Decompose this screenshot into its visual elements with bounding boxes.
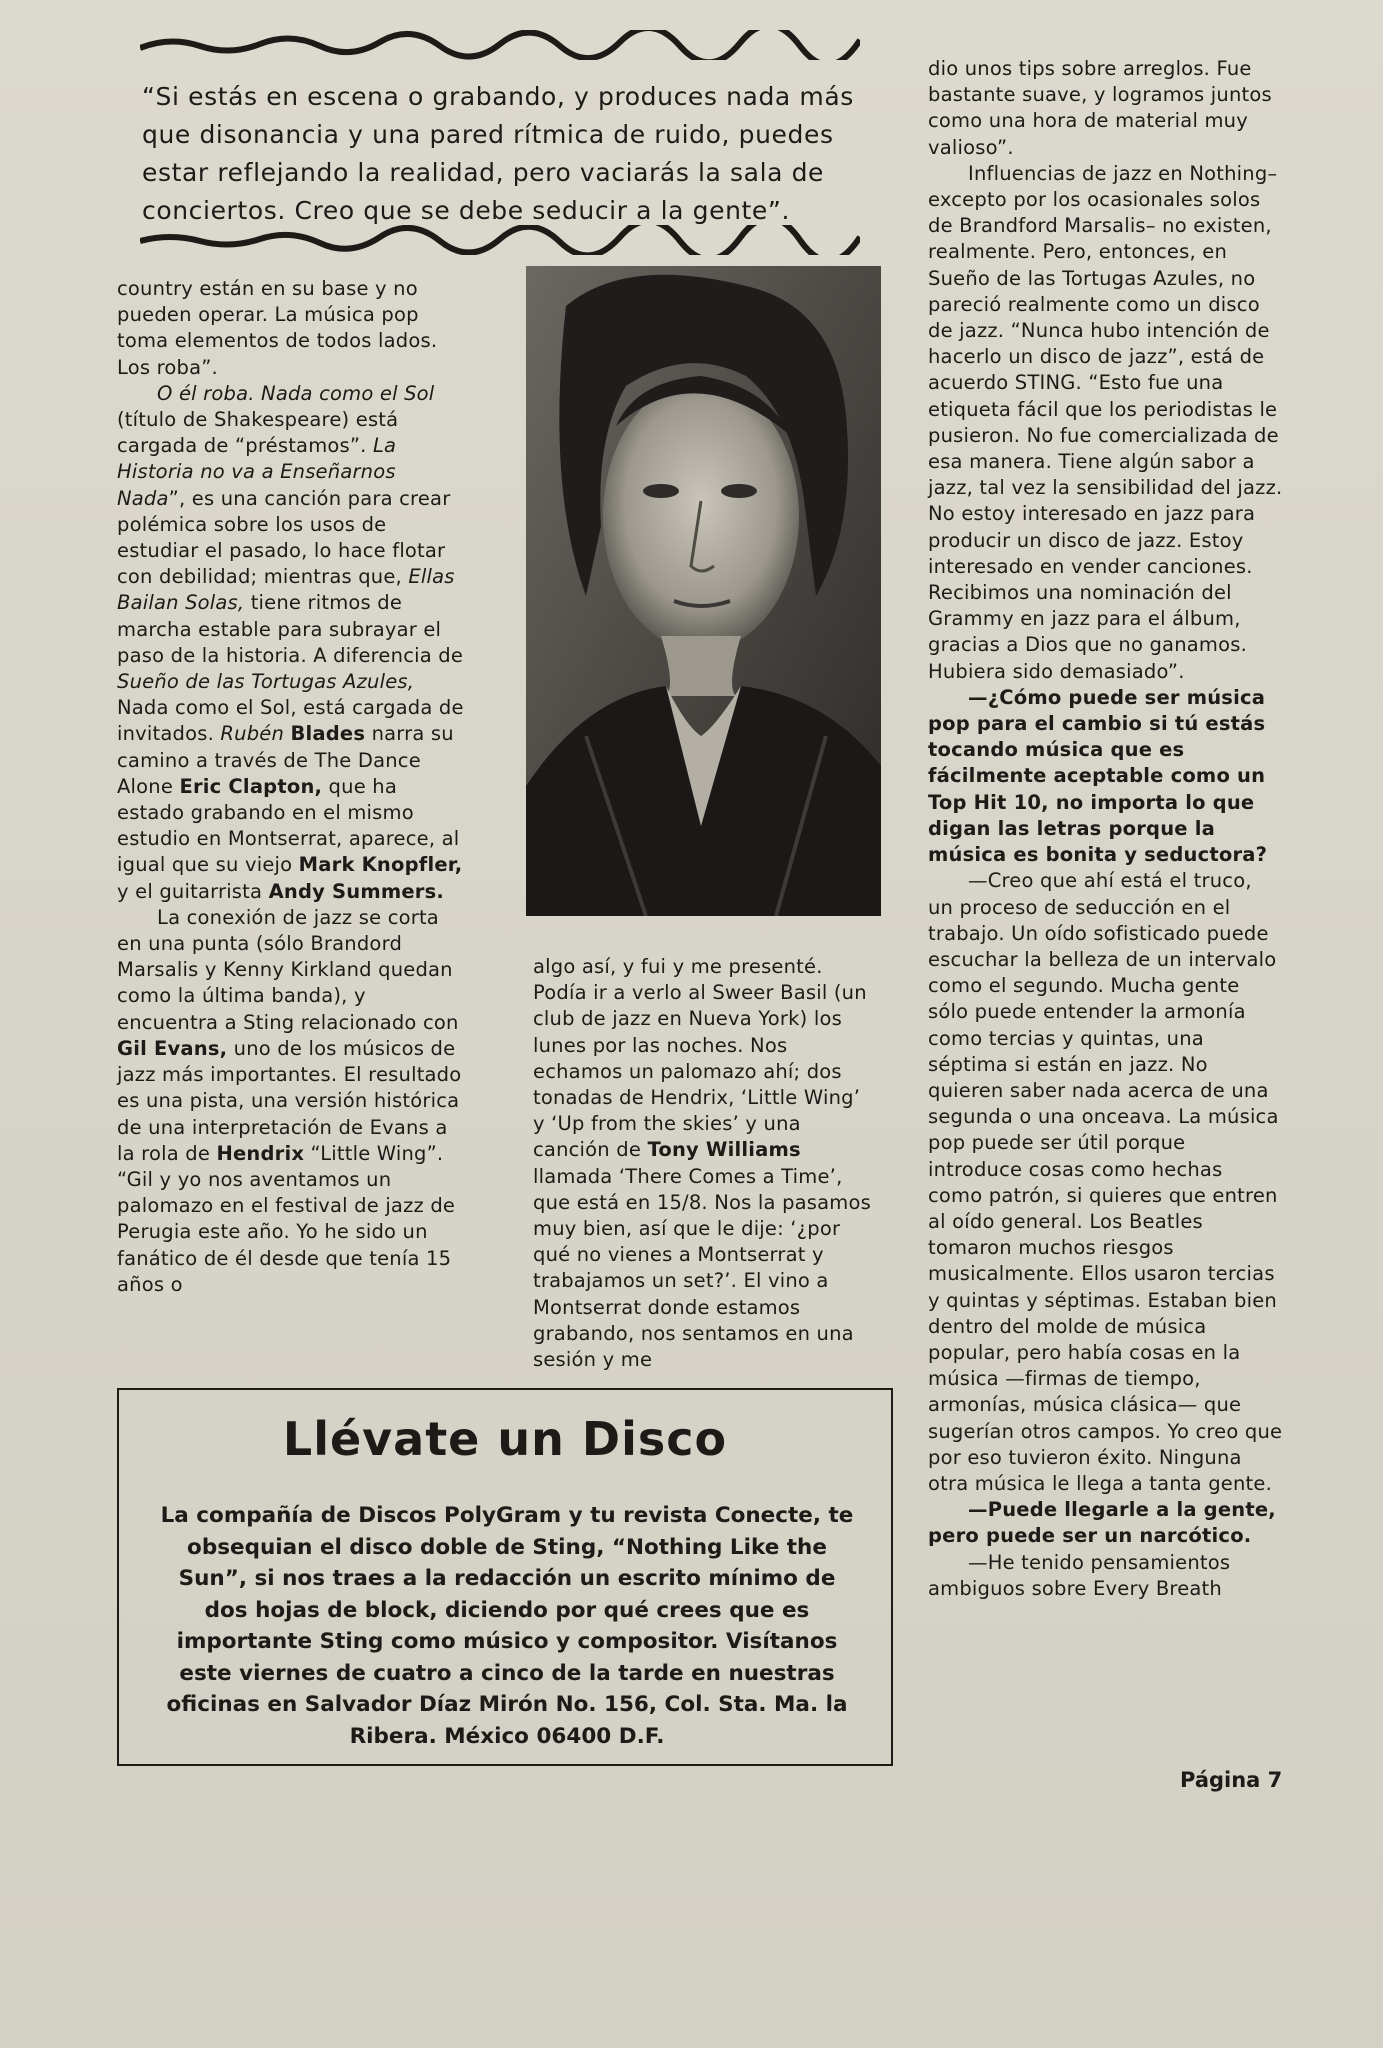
contest-ad-box bbox=[117, 1388, 893, 1766]
interview-question-2: —Puede llegarle a la gente, pero puede ser un narcótico. bbox=[928, 1498, 1276, 1548]
text-run: Hendrix bbox=[216, 1141, 305, 1165]
col2-paragraph-1 bbox=[533, 954, 873, 1373]
text-run: llamada ‘There Comes a Time’, que está en 15/8. Nos la pasamos muy bien, así que le dije: ‘¿por qué no vienes a Montserrat y trabajamos un set?’. El vino a Montserrat donde estamos grabando, nos sentamos en una sesión y me bbox=[533, 1164, 871, 1372]
text-run: tiene ritmos de marcha estable para subrayar el paso de la historia. A diferencia de bbox=[117, 591, 464, 667]
text-run: O él roba. bbox=[157, 381, 262, 405]
col3-paragraph-4: —He tenido pensamientos ambiguos sobre Every Breath bbox=[928, 1550, 1231, 1600]
article-column-1 bbox=[117, 276, 469, 1298]
interview-question-1: —¿Cómo puede ser música pop para el cambio si tú estás tocando música que es fácilmente aceptable como un Top Hit 10, no importa lo que digan las letras porque la música es bonita y seductora? bbox=[928, 685, 1268, 867]
text-run: (título de Shakespeare) está cargada de “préstamos”. bbox=[117, 408, 399, 458]
wavy-rule-bottom bbox=[140, 225, 860, 255]
text-run: La Historia no va a Enseñarnos Nada bbox=[117, 434, 397, 510]
col1-paragraph-3 bbox=[117, 905, 469, 1298]
text-run: Rubén bbox=[220, 722, 285, 746]
text-run: Nada como el Sol, está cargada de invitados. bbox=[117, 696, 464, 746]
text-run: Blades bbox=[290, 722, 366, 746]
text-run: uno de los músicos de jazz más importantes. El resultado es una pista, una versión histórica de una interpretación de Evans a la rola de bbox=[117, 1036, 462, 1165]
article-column-2 bbox=[533, 954, 873, 1373]
text-run: Andy Summers. bbox=[268, 879, 445, 903]
article-column-3 bbox=[928, 56, 1283, 1602]
contest-ad-body: La compañía de Discos PolyGram y tu revista Conecte, te obsequian el disco doble de Sting, “Nothing Like the Sun”, si nos traes a la redacción un escrito mínimo de dos hojas de block, diciendo por qué crees que es importante Sting como músico y compositor. Visítanos este viernes de cuatro a cinco de la tarde en nuestras oficinas en Salvador Díaz Mirón No. 156, Col. Sta. Ma. la Ribera. México 06400 D.F. bbox=[160, 1503, 854, 1749]
text-run: La conexión de jazz se corta en una punta (sólo Brandord Marsalis y Kenny Kirkland quedan como la última banda), y encuentra a Sting relacionado con bbox=[117, 905, 459, 1034]
col3-paragraph-1: dio unos tips sobre arreglos. Fue bastante suave, y logramos juntos como una hora de material muy valioso”. bbox=[928, 57, 1272, 159]
text-run: Ellas Bailan Solas, bbox=[117, 565, 455, 615]
col1-paragraph-2 bbox=[117, 381, 469, 905]
text-run: Eric Clapton, bbox=[179, 774, 323, 798]
sting-portrait-photo bbox=[526, 266, 881, 916]
text-run: narra su camino a través de The Dance Alone bbox=[117, 722, 454, 798]
wavy-rule-top bbox=[140, 30, 860, 60]
text-run: Tony Williams bbox=[647, 1138, 801, 1162]
portrait-photo-icon bbox=[526, 266, 881, 916]
col3-paragraph-2: Influencias de jazz en Nothing– excepto por los ocasionales solos de Brandford Marsalis– no existen, realmente. Pero, entonces, en Sueño de las Tortugas Azules, no pareció realmente como un disco de jazz. “Nunca hubo intención de hacerlo un disco de jazz”, está de acuerdo STING. “Esto fue una etiqueta fácil que los periodistas le pusieron. No fue comercializada de esa manera. Tiene algún sabor a jazz, tal vez la sensibilidad del jazz. No estoy interesado en jazz para producir un disco de jazz. Estoy interesado en vender canciones. Recibimos una nominación del Grammy en jazz para el álbum, gracias a Dios que no ganamos. Hubiera sido demasiado”. bbox=[928, 161, 1283, 683]
page-number: Página 7 bbox=[1180, 1768, 1283, 1792]
text-run: Sueño de las Tortugas Azules, bbox=[117, 670, 415, 694]
text-run: Gil Evans, bbox=[117, 1036, 228, 1060]
text-run: y el guitarrista bbox=[117, 879, 269, 903]
text-run: algo así, y fui y me presenté. Podía ir a verlo al Sweer Basil (un club de jazz en Nueva York) los lunes por las noches. Nos echamos un palomazo ahí; dos tonadas de Hendrix, ‘Little Wing’ y ‘Up from the skies’ y una canción de bbox=[533, 955, 867, 1162]
text-run: “Little Wing”. “Gil y yo nos aventamos un palomazo en el festival de jazz de Perugia este año. Yo he sido un fanático de él desde que tenía 15 años o bbox=[117, 1141, 456, 1296]
contest-ad-title: Llévate un Disco bbox=[282, 1412, 728, 1466]
text-run: Mark Knopfler, bbox=[298, 853, 463, 877]
text-run: Nada como el Sol bbox=[261, 381, 435, 405]
text-run: ”, es una canción para crear polémica sobre los usos de estudiar el pasado, lo hace flotar con debilidad; mientras que, bbox=[117, 486, 451, 589]
col1-paragraph-1: country están en su base y no pueden operar. La música pop toma elementos de todos lados. Los roba”. bbox=[117, 277, 438, 379]
text-run: que ha estado grabando en el mismo estudio en Montserrat, aparece, al igual que su viejo bbox=[117, 774, 460, 877]
col3-paragraph-3: —Creo que ahí está el truco, un proceso de seducción en el trabajo. Un oído sofisticado puede escuchar la belleza de un intervalo como el segundo. Mucha gente sólo puede entender la armonía como tercias y quintas, una séptima si están en jazz. No quieren saber nada acerca de una segunda o una onceava. La música pop puede ser útil porque introduce cosas como hechas como patrón, si quieres que entren al oído general. Los Beatles tomaron muchos riesgos musicalmente. Ellos usaron tercias y quintas y séptimas. Estaban bien dentro del molde de música popular, pero había cosas en la música —firmas de tiempo, armonías, música clásica— que sugerían otros campos. Yo creo que por eso tuvieron éxito. Ninguna otra música le llega a tanta gente. bbox=[928, 869, 1283, 1495]
pull-quote: “Si estás en escena o grabando, y produces nada más que disonancia y una pared rítmica de ruido, puedes estar reflejando la realidad, pero vaciarás la sala de conciertos. Creo que se debe seducir a la gente”. bbox=[142, 82, 854, 225]
